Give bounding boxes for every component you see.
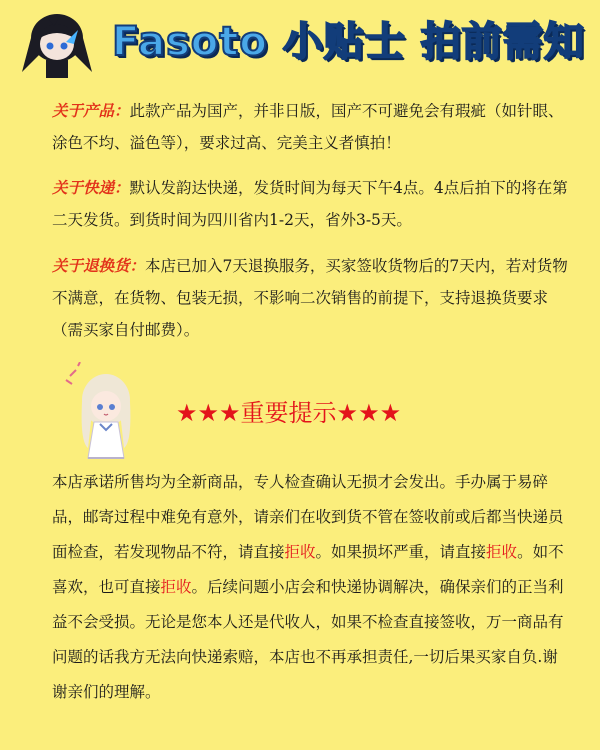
section-text: 默认发韵达快递，发货时间为每天下午4点。4点后拍下的将在第二天发货。到货时间为四川省内1-2天，省外3-5天。 — [52, 179, 568, 229]
stars-left: ★★★ — [176, 399, 241, 427]
black-rock-shooter-mascot-icon — [20, 8, 94, 82]
section-text: 本店已加入7天退换服务，买家签收货物后的7天内，若对货物不满意，在货物、包装无损，不影响二次销售的前提下，支持退换货要求（需买家自付邮费）。 — [52, 257, 568, 339]
section-about-shipping — [52, 172, 572, 236]
reject-highlight: 拒收 — [160, 578, 192, 596]
notice-paragraph — [52, 465, 572, 710]
reject-highlight: 拒收 — [486, 543, 518, 561]
notice-text: 。如果损坏严重，请直接 — [315, 543, 487, 561]
notice-text: 本店承诺所售均为全新商品，专人检查确认无损才会发出。手办属于易碎品，邮寄过程中难免有意外，请亲们在收到货不管在签收前或后都当快递员面检查，若发现物品不符，请直接 — [52, 473, 564, 561]
notice-text: 。后续问题小店会和快递协调解决，确保亲们的正当利益不会受损。无论是您本人还是代收人，如果不检查直接签收，万一商品有问题的话我方无法向快递索赔，本店也不再承担责任,一切后果买家自负.谢谢亲们的理解。 — [52, 578, 564, 701]
section-text: 此款产品为国产，并非日版，国产不可避免会有瑕疵（如针眼、涂色不均、溢色等），要求过高、完美主义者慎拍！ — [52, 102, 564, 152]
section-label: 关于退换货： — [52, 257, 146, 275]
section-about-returns — [52, 250, 572, 346]
reject-highlight: 拒收 — [284, 543, 316, 561]
section-about-product — [52, 95, 572, 159]
anime-girl-mascot-icon — [62, 362, 142, 462]
important-notice-heading — [176, 393, 476, 433]
important-title: 重要提示 — [240, 399, 337, 427]
stars-right: ★★★ — [336, 399, 402, 427]
section-label: 关于产品： — [52, 102, 130, 120]
section-label: 关于快递： — [52, 179, 130, 197]
notice-text: 。如不喜欢，也可直接 — [52, 543, 564, 596]
header — [0, 0, 600, 85]
page-title: Fasoto 小贴士 拍前需知 — [112, 19, 585, 65]
